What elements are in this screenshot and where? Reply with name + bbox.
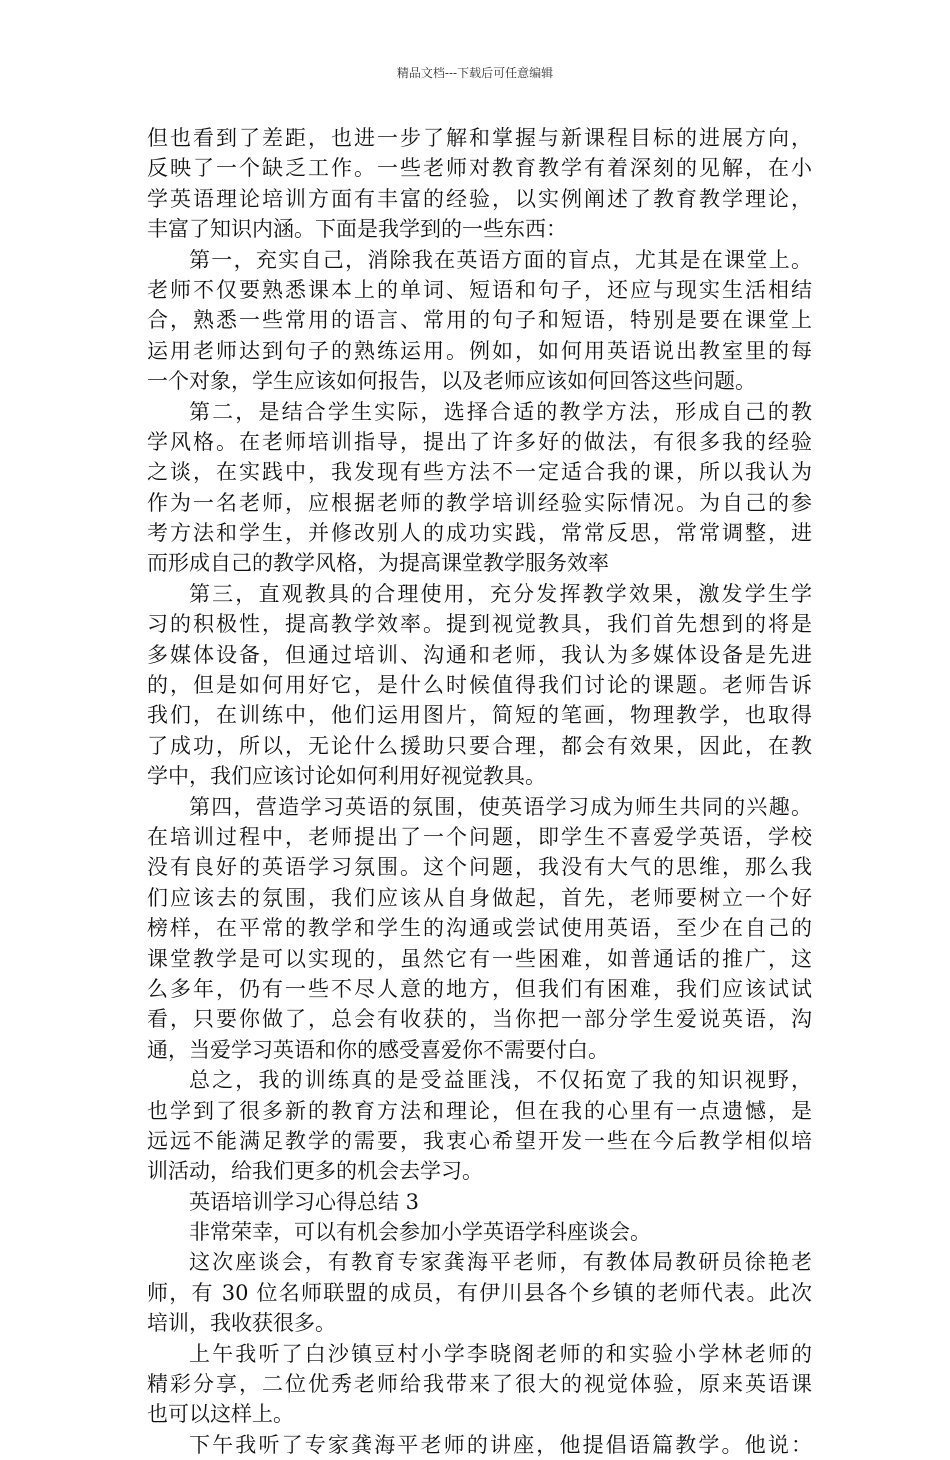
text-line: 而形成自己的教学风格，为提高课堂教学服务效率 [147,551,609,576]
text-line: 非常荣幸，可以有机会参加小学英语学科座谈会。 [189,1220,651,1245]
text-line: 多媒体设备，但通过培训、沟通和老师，我认为多媒体设备是先进 [147,642,812,667]
text-line: 老师不仅要熟悉课本上的单词、短语和句子，还应与现实生活相结 [147,277,812,302]
text-line: 培训，我收获很多。 [147,1311,336,1336]
text-line: 之谈，在实践中，我发现有些方法不一定适合我的课，所以我认为 [147,460,812,485]
text-line: 但也看到了差距，也进一步了解和掌握与新课程目标的进展方向， [147,126,812,150]
text-line: 师，有 30 位名师联盟的成员，有伊川县各个乡镇的老师代表。此次 [147,1280,812,1305]
text-line: 学风格。在老师培训指导，提出了许多好的做法，有很多我的经验 [147,429,812,454]
text-line: 一个对象，学生应该如何报告，以及老师应该如何回答这些问题。 [147,369,756,394]
document-body [147,123,812,1460]
text-line: 习的积极性，提高教学效率。提到视觉教具，我们首先想到的将是 [147,612,812,637]
text-line: 么多年，仍有一些不尽人意的地方，但我们有困难，我们应该试试 [147,976,812,1001]
text-line: 在培训过程中，老师提出了一个问题，即学生不喜爱学英语，学校 [147,824,812,849]
text-line: 合，熟悉一些常用的语言、常用的句子和短语，特别是要在课堂上 [147,308,812,333]
text-line: 没有良好的英语学习氛围。这个问题，我没有大气的思维，那么我 [147,855,812,880]
text-line: 运用老师达到句子的熟练运用。例如，如何用英语说出教室里的每 [147,338,812,363]
text-line: 看，只要你做了，总会有收获的，当你把一部分学生爱说英语，沟 [147,1007,812,1032]
text-line: 作为一名老师，应根据老师的教学培训经验实际情况。为自己的参 [147,490,812,515]
text-line: 第一，充实自己，消除我在英语方面的盲点，尤其是在课堂上。 [189,247,812,272]
text-line: 训活动，给我们更多的机会去学习。 [147,1159,483,1184]
text-line: 第四，营造学习英语的氛围，使英语学习成为师生共同的兴趣。 [189,794,812,819]
text-line: 上午我听了白沙镇豆村小学李晓阁老师的和实验小学林老师的 [189,1341,812,1366]
text-line: 总之，我的训练真的是受益匪浅，不仅拓宽了我的知识视野， [189,1068,812,1093]
text-line: 远远不能满足教学的需要，我衷心希望开发一些在今后教学相似培 [147,1128,812,1153]
text-line: 榜样，在平常的教学和学生的沟通或尝试使用英语，至少在自己的 [147,916,812,941]
text-line: 考方法和学生，并修改别人的成功实践，常常反思，常常调整，进 [147,521,812,546]
text-line: 英语培训学习心得总结 3 [189,1189,420,1214]
text-line: 第三，直观教具的合理使用，充分发挥教学效果，激发学生学 [189,581,812,606]
text-line: 了成功，所以，无论什么援助只要合理，都会有效果，因此，在教 [147,733,812,758]
text-line: 丰富了知识内涵。下面是我学到的一些东西： [147,217,567,242]
text-line: 通，当爱学习英语和你的感受喜爱你不需要付白。 [147,1037,609,1062]
text-line: 的，但是如何用好它，是什么时候值得我们讨论的课题。老师告诉 [147,673,812,698]
text-line: 也学到了很多新的教育方法和理论，但在我的心里有一点遗憾，是 [147,1098,812,1123]
page-header: 精品文档---下载后可任意编辑 [396,66,554,80]
text-line: 学中，我们应该讨论如何利用好视觉教具。 [147,764,546,789]
text-line: 也可以这样上。 [147,1402,294,1427]
text-line: 我们，在训练中，他们运用图片，简短的笔画，物理教学，也取得 [147,703,812,728]
text-line: 下午我听了专家龚海平老师的讲座，他提倡语篇教学。他说： [189,1432,812,1457]
text-line: 第二，是结合学生实际，选择合适的教学方法，形成自己的教 [189,399,812,424]
text-line: 精彩分享，二位优秀老师给我带来了很大的视觉体验，原来英语课 [147,1372,812,1397]
text-line: 这次座谈会，有教育专家龚海平老师，有教体局教研员徐艳老 [189,1250,812,1275]
text-line: 课堂教学是可以实现的，虽然它有一些困难，如普通话的推广，这 [147,946,812,971]
text-line: 反映了一个缺乏工作。一些老师对教育教学有着深刻的见解，在小 [147,156,812,181]
text-line: 学英语理论培训方面有丰富的经验，以实例阐述了教育教学理论， [147,186,812,211]
text-line: 们应该去的氛围，我们应该从自身做起，首先，老师要树立一个好 [147,885,812,910]
